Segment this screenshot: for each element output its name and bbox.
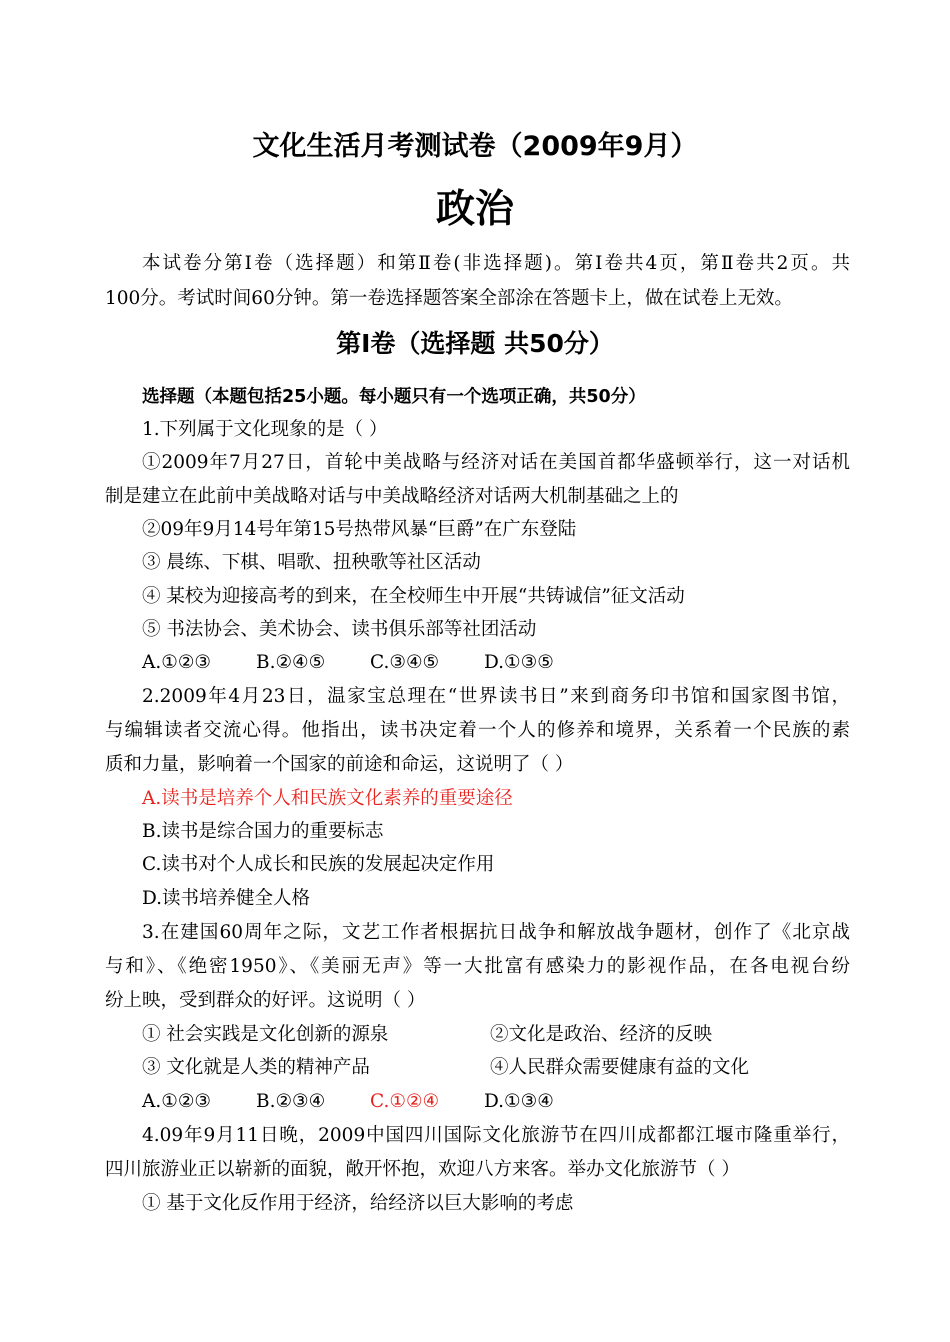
q2-line-3: 质和力量，影响着一个国家的前途和命运，这说明了（ ）: [105, 754, 574, 775]
q3-option-d: D.①③④: [484, 1091, 554, 1112]
q1-item1-line1: ①2009年7月27日，首轮中美战略与经济对话在美国首都华盛顿举行，这一对话机: [142, 452, 850, 473]
q1-item1-line2: 制是建立在此前中美战略对话与中美战略经济对话两大机制基础之上的: [105, 486, 679, 507]
q2-line-1: 2.2009年4月23日，温家宝总理在“世界读书日”来到商务印书馆和国家图书馆，: [142, 686, 850, 707]
q1-option-a: A.①②③: [142, 652, 211, 673]
q1-option-c: C.③④⑤: [370, 652, 440, 673]
q3-line-1: 3.在建国60周年之际，文艺工作者根据抗日战争和解放战争题材，创作了《北京战: [142, 922, 850, 943]
q3-item-2: ②文化是政治、经济的反映: [490, 1024, 713, 1045]
q3-option-b: B.②③④: [256, 1091, 326, 1112]
q1-item2: ②09年9月14号年第15号热带风暴“巨爵”在广东登陆: [142, 519, 577, 540]
q2-line-2: 与编辑读者交流心得。他指出，读书决定着一个人的修养和境界，关系着一个民族的素: [105, 720, 850, 741]
q1-item3: ③ 晨练、下棋、唱歌、扭秧歌等社区活动: [142, 552, 481, 573]
q3-item-4: ④人民群众需要健康有益的文化: [490, 1057, 750, 1078]
q3-line-3: 纷上映，受到群众的好评。这说明（ ）: [105, 990, 426, 1011]
intro-line-2: 100分。考试时间60分钟。第一卷选择题答案全部涂在答题卡上，做在试卷上无效。: [105, 288, 793, 309]
q1-item4: ④ 某校为迎接高考的到来，在全校师生中开展“共铸诚信”征文活动: [142, 586, 685, 607]
section-title: 第Ⅰ卷（选择题 共50分）: [336, 329, 614, 358]
q4-line-2: 四川旅游业正以崭新的面貌，敞开怀抱，欢迎八方来客。举办文化旅游节（ ）: [105, 1159, 740, 1180]
q4-item-1: ① 基于文化反作用于经济，给经济以巨大影响的考虑: [142, 1193, 574, 1214]
q2-option-a: A.读书是培养个人和民族文化素养的重要途径: [142, 788, 513, 809]
q3-item-3: ③ 文化就是人类的精神产品: [142, 1057, 370, 1078]
intro-line-1: 本试卷分第Ⅰ卷（选择题）和第Ⅱ卷(非选择题)。第Ⅰ卷共4页，第Ⅱ卷共2页。共: [142, 253, 850, 274]
q3-item-1: ① 社会实践是文化创新的源泉: [142, 1024, 389, 1045]
subject-title: 政治: [435, 187, 514, 232]
q3-option-a: A.①②③: [142, 1091, 211, 1112]
q1-option-d: D.①③⑤: [484, 652, 554, 673]
q4-line-1: 4.09年9月11日晚，2009中国四川国际文化旅游节在四川成都都江堰市隆重举行，: [142, 1125, 850, 1146]
q1-option-b: B.②④⑤: [256, 652, 326, 673]
q2-option-c: C.读书对个人成长和民族的发展起决定作用: [142, 854, 495, 875]
q2-option-b: B.读书是综合国力的重要标志: [142, 821, 384, 842]
exam-title: 文化生活月考测试卷（2009年9月）: [252, 131, 698, 162]
q2-option-d: D.读书培养健全人格: [142, 888, 311, 909]
q3-line-2: 与和》、《绝密1950》、《美丽无声》等一大批富有感染力的影视作品，在各电视台纷: [105, 956, 850, 977]
q1-stem: 1.下列属于文化现象的是（ ）: [142, 419, 388, 440]
q1-item5: ⑤ 书法协会、美术协会、读书俱乐部等社团活动: [142, 619, 537, 640]
q3-option-c: C.①②④: [370, 1091, 440, 1112]
section-instruction: 选择题（本题包括25小题。每小题只有一个选项正确，共50分）: [142, 387, 646, 407]
